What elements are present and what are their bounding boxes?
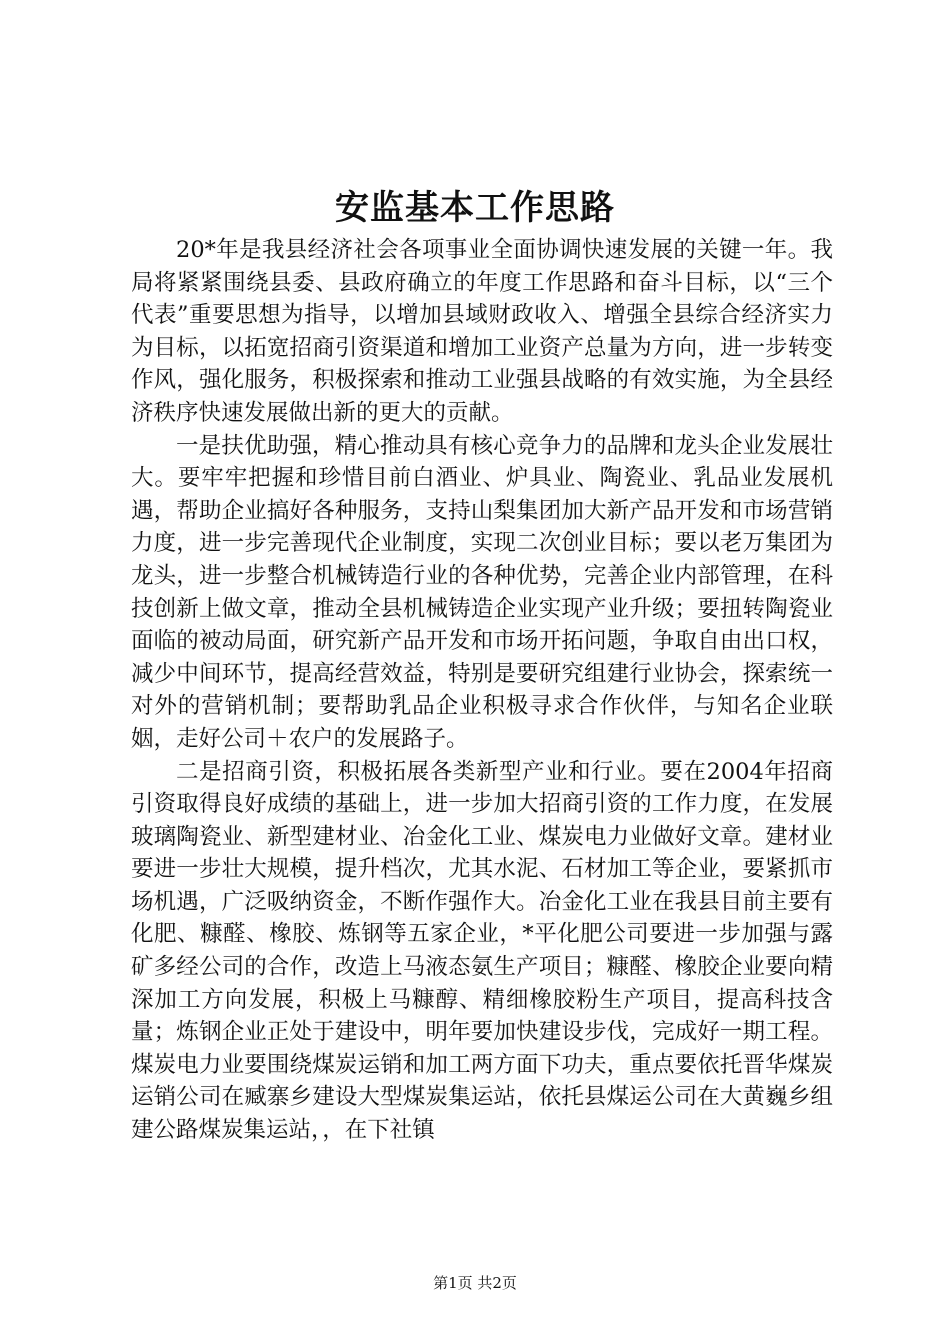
page-number-footer: 第1页 共2页 xyxy=(433,1274,517,1292)
paragraph-intro: 20*年是我县经济社会各项事业全面协调快速发展的关键一年。我局将紧紧围绕县委、县政府确立的年度工作思路和奋斗目标，以“三个代表”重要思想为指导，以增加县域财政收入、增强全县综合经济实力为目标，以拓宽招商引资渠道和增加工业资产总量为方向，进一步转变作风，强化服务，积极探索和推动工业强县战略的有效实施，为全县经济秩序快速发展做出新的更大的贡献。 xyxy=(131,237,833,426)
document-body xyxy=(131,234,833,1147)
paragraph-point-two: 二是招商引资，积极拓展各类新型产业和行业。要在2004年招商引资取得良好成绩的基础上，进一步加大招商引资的工作力度，在发展玻璃陶瓷业、新型建材业、冶金化工业、煤炭电力业做好文章。建材业要进一步壮大规模，提升档次，尤其水泥、石材加工等企业，要紧抓市场机遇，广泛吸纳资金，不断作强作大。冶金化工业在我县目前主要有化肥、糠醛、橡胶、炼钢等五家企业，*平化肥公司要进一步加强与露矿多经公司的合作，改造上马液态氨生产项目；糠醛、橡胶企业要向精深加工方向发展，积极上马糠醇、精细橡胶粉生产项目，提高科技含量；炼钢企业正处于建设中，明年要加快建设步伐，完成好一期工程。煤炭电力业要围绕煤炭运销和加工两方面下功夫，重点要依托晋华煤炭运销公司在臧寨乡建设大型煤炭集运站，依托县煤运公司在大黄巍乡组建公路煤炭集运站，，在下社镇 xyxy=(131,758,833,1144)
paragraph-point-one: 一是扶优助强，精心推动具有核心竞争力的品牌和龙头企业发展壮大。要牢牢把握和珍惜目前白酒业、炉具业、陶瓷业、乳品业发展机遇，帮助企业搞好各种服务，支持山梨集团加大新产品开发和市场营销力度，进一步完善现代企业制度，实现二次创业目标；要以老万集团为龙头，进一步整合机械铸造行业的各种优势，完善企业内部管理，在科技创新上做文章，推动全县机械铸造企业实现产业升级；要扭转陶瓷业面临的被动局面，研究新产品开发和市场开拓问题，争取自由出口权，减少中间环节，提高经营效益，特别是要研究组建行业协会，探索统一对外的营销机制；要帮助乳品企业积极寻求合作伙伴，与知名企业联姻，走好公司＋农户的发展路子。 xyxy=(131,432,833,752)
page-title: 安监基本工作思路 xyxy=(335,188,615,228)
